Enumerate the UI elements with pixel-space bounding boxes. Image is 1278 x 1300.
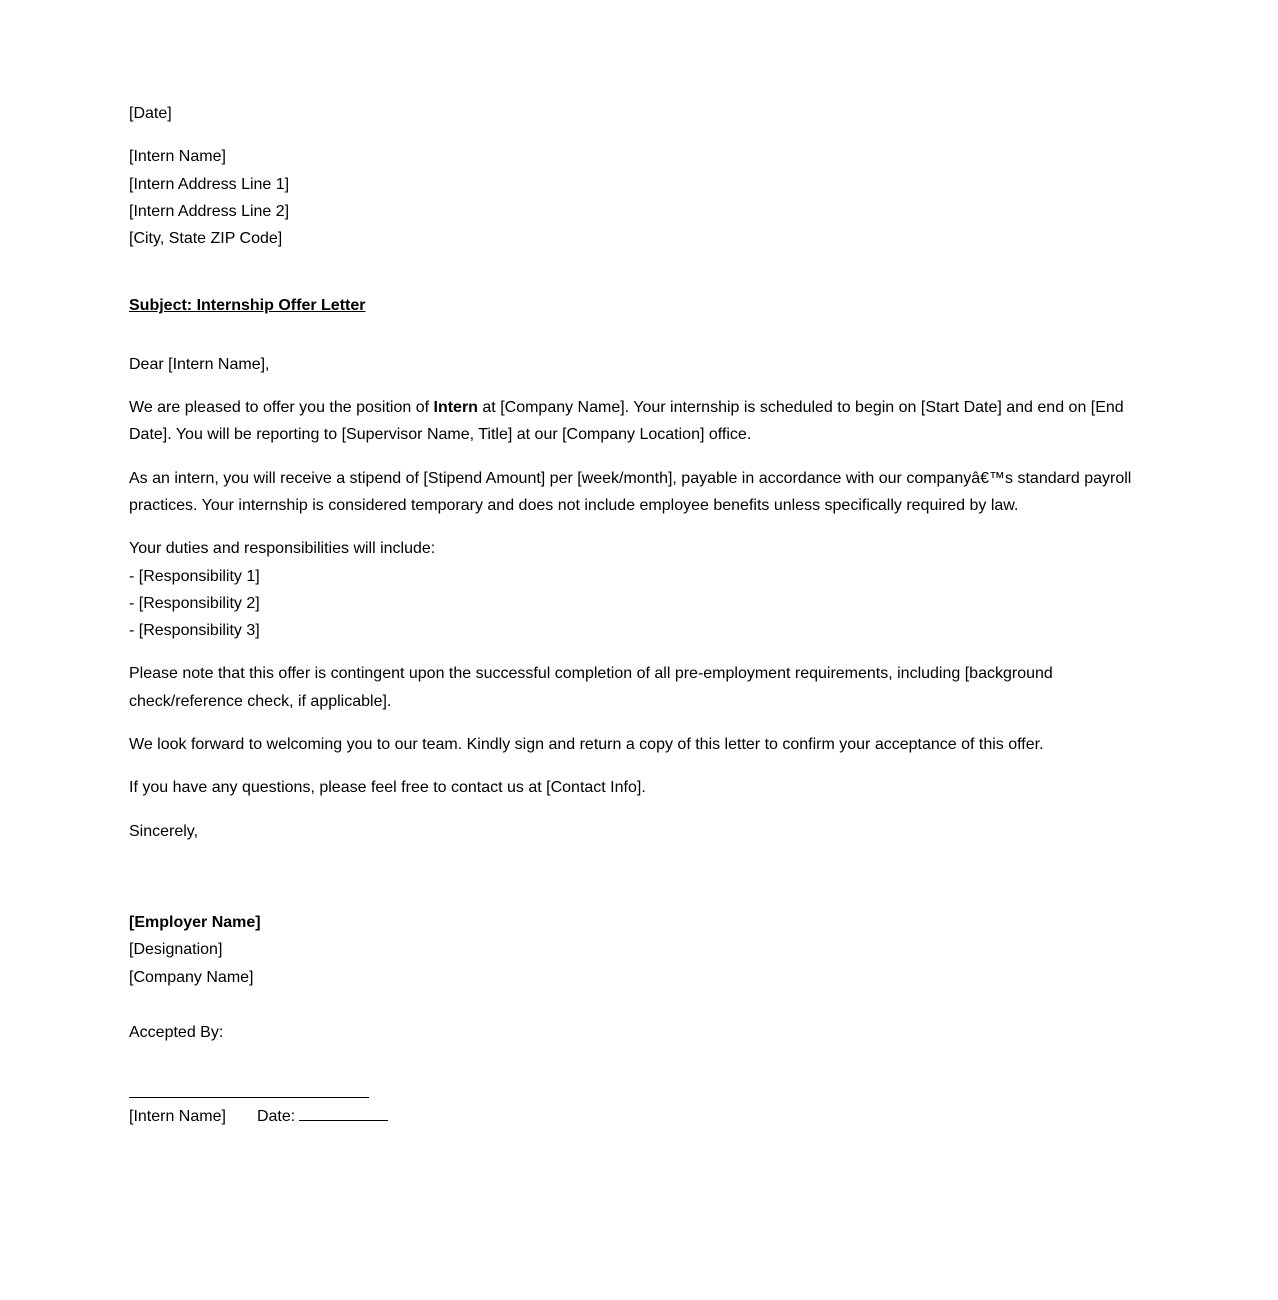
responsibility-item: - [Responsibility 3]: [129, 622, 260, 640]
recipient-address-line-1: [Intern Address Line 1]: [129, 175, 290, 193]
closing: Sincerely,: [129, 822, 199, 840]
paragraph-contingency: Please note that this offer is contingent upon the successful completion of all pre-employment requirements, including [background check/reference check, if applicable].: [129, 665, 1053, 710]
intern-signature-line: [129, 1096, 369, 1098]
position-title: Intern: [433, 399, 478, 417]
recipient-city-state-zip: [City, State ZIP Code]: [129, 230, 283, 248]
subject-line: Subject: Internship Offer Letter: [129, 297, 366, 315]
employer-name-text: [Employer Name]: [129, 913, 261, 931]
responsibility-item: - [Responsibility 2]: [129, 594, 260, 612]
letter-date: [Date]: [129, 105, 172, 122]
letter-page: [129, 100, 1139, 1130]
paragraph-contact: If you have any questions, please feel free to contact us at [Contact Info].: [129, 779, 646, 797]
date-blank-line: [299, 1105, 388, 1121]
employer-company-name: [Company Name]: [129, 968, 254, 986]
recipient-name: [Intern Name]: [129, 148, 226, 166]
employer-name: [129, 909, 1139, 936]
duties-block: [129, 535, 1139, 644]
acceptance-intern-name: [Intern Name]: [129, 1108, 226, 1126]
acceptance-date-label: Date:: [256, 1108, 296, 1126]
paragraph-position: [129, 394, 1139, 449]
accepted-by-label: Accepted By:: [129, 1023, 224, 1041]
acceptance-space: [129, 991, 1139, 1019]
paragraph-stipend: As an intern, you will receive a stipend of [Stipend Amount] per [week/month], payable in accordance with our companyâ€™s standard payroll practices. Your internship is considered temporary and does not include employee benefits unless specifically required by law.: [129, 469, 1132, 514]
signature-block: [129, 909, 1139, 991]
signature-space: [129, 861, 1139, 909]
duties-intro: Your duties and responsibilities will include:: [129, 540, 436, 558]
employer-designation: [Designation]: [129, 941, 223, 959]
paragraph-position-start: We are pleased to offer you the position of: [129, 399, 434, 417]
recipient-block: [129, 143, 1139, 252]
acceptance-footer: [129, 1103, 1139, 1130]
responsibility-item: - [Responsibility 1]: [129, 567, 260, 585]
paragraph-position-end: at [Company Name]. Your internship is scheduled to begin on [Start Date] and end on [End Date]. You will be reporting to [Supervisor Name, Title] at our [Company Location] office.: [129, 399, 1124, 444]
paragraph-welcome: We look forward to welcoming you to our team. Kindly sign and return a copy of this letter to confirm your acceptance of this offer.: [129, 736, 1044, 754]
salutation: Dear [Intern Name],: [129, 355, 270, 373]
recipient-address-line-2: [Intern Address Line 2]: [129, 202, 290, 220]
